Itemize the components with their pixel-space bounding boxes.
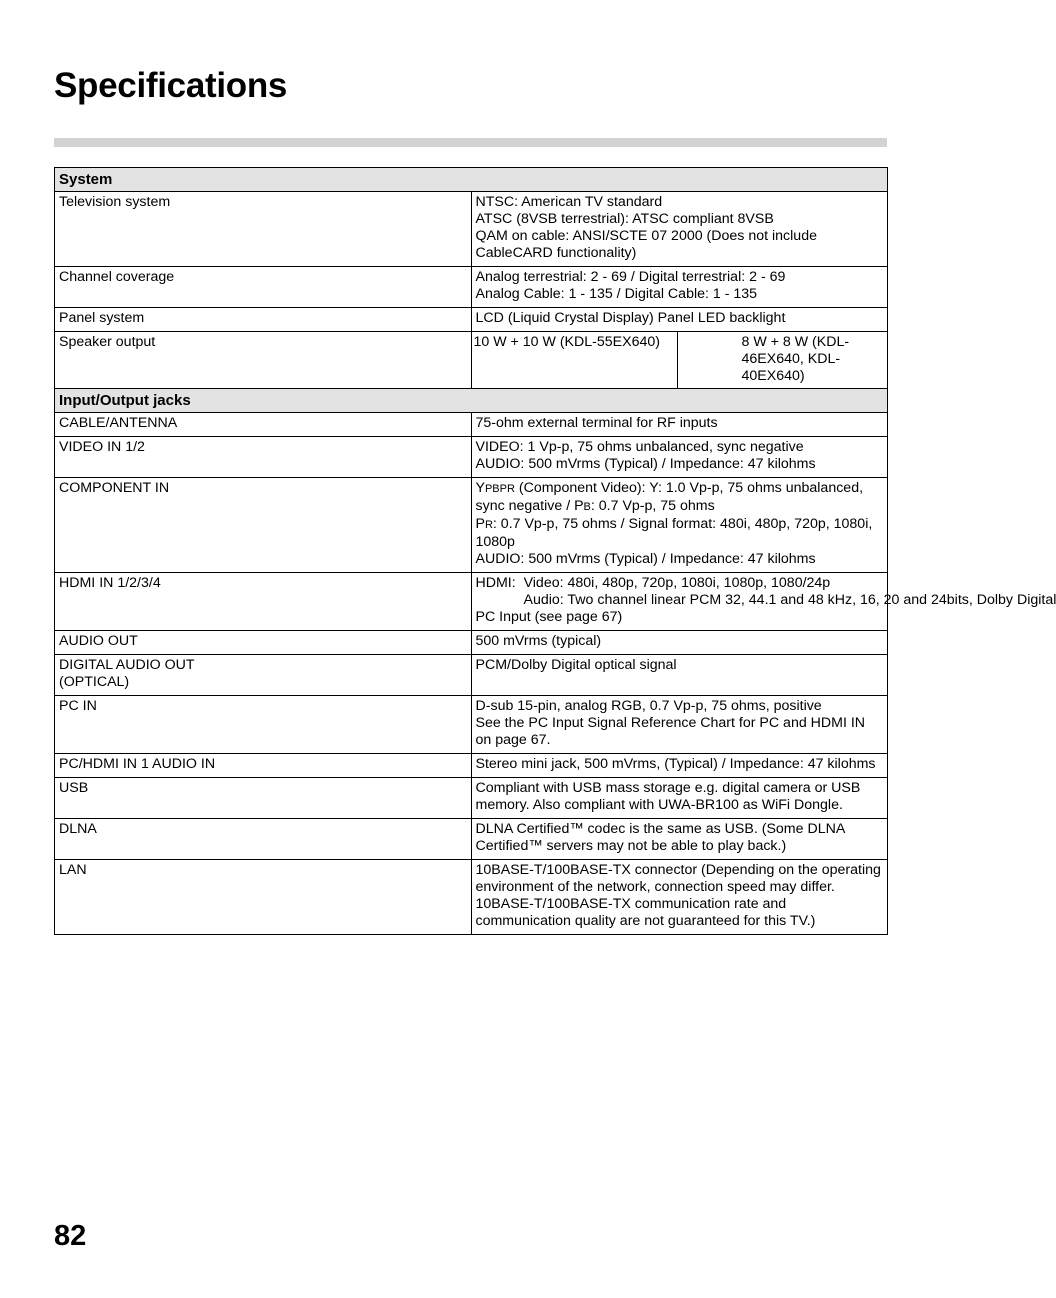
value-line: VIDEO: 1 Vp-p, 75 ohms unbalanced, sync negative xyxy=(475,439,804,455)
section-header-io xyxy=(55,389,888,413)
row-value xyxy=(471,332,888,389)
row-label: Speaker output xyxy=(55,332,472,389)
row-label: HDMI IN 1/2/3/4 xyxy=(55,573,472,631)
row-label: Panel system xyxy=(55,308,472,332)
table-row xyxy=(55,631,888,655)
row-value xyxy=(471,573,1056,631)
value-line: See the PC Input Signal Reference Chart for PC and HDMI IN on page 67. xyxy=(475,715,866,748)
row-label: AUDIO OUT xyxy=(55,631,472,655)
label-line: DIGITAL AUDIO OUT xyxy=(59,657,195,673)
table-row xyxy=(55,754,888,778)
row-value xyxy=(471,192,888,267)
table-row xyxy=(55,573,888,631)
page-title: Specifications xyxy=(54,66,288,105)
table-row xyxy=(55,655,888,696)
value-line: HDMI: Video: 480i, 480p, 720p, 1080i, 1080p, 1080/24p xyxy=(475,575,831,591)
value-fragment: : 0.7 Vp-p, 75 ohms / Signal format: 480i, 480p, 720p, 1080i, 1080p xyxy=(475,516,873,550)
row-value xyxy=(471,696,888,754)
row-value xyxy=(471,631,888,655)
section-header-system xyxy=(55,168,888,192)
row-label: USB xyxy=(55,778,472,819)
row-value xyxy=(471,437,888,478)
row-label: PC/HDMI IN 1 AUDIO IN xyxy=(55,754,472,778)
table-row xyxy=(55,819,888,860)
value-line xyxy=(476,480,885,516)
row-label: Television system xyxy=(55,192,472,267)
row-value: Compliant with USB mass storage e.g. digital camera or USB memory. Also compliant with UWA-BR100 as WiFi Dongle. xyxy=(471,778,888,819)
value-line: LCD (Liquid Crystal Display) Panel LED backlight xyxy=(475,310,786,326)
row-value xyxy=(471,267,888,308)
value-line: AUDIO: 500 mVrms (Typical) / Impedance: 47 kilohms xyxy=(475,456,816,472)
value-fragment: P xyxy=(475,516,485,532)
row-label: Channel coverage xyxy=(55,267,472,308)
row-value xyxy=(471,754,888,778)
row-label: LAN xyxy=(55,860,472,935)
value-line: 500 mVrms (typical) xyxy=(475,633,602,649)
value-line: Analog terrestrial: 2 - 69 / Digital terrestrial: 2 - 69 xyxy=(475,269,786,285)
value-line: PCM/Dolby Digital optical signal xyxy=(475,657,677,673)
title-divider xyxy=(54,138,887,147)
specifications-table xyxy=(54,167,1056,935)
value-fragment: : 0.7 Vp-p, 75 ohms xyxy=(590,498,715,514)
value-line xyxy=(476,516,885,551)
section-title: System xyxy=(55,168,888,192)
row-value xyxy=(471,655,888,696)
table-row xyxy=(55,696,888,754)
value-fragment: B xyxy=(583,501,591,513)
section-title: Input/Output jacks xyxy=(55,389,888,413)
table-row xyxy=(55,413,888,437)
row-label: COMPONENT IN xyxy=(55,478,472,573)
table-row xyxy=(55,437,888,478)
value-line: Stereo mini jack, 500 mVrms, (Typical) / Impedance: 47 kilohms xyxy=(475,756,876,772)
row-value: 10BASE-T/100BASE-TX connector (Depending on the operating environment of the network, connection speed may differ. 10BASE-T/100BASE-TX communication rate and communication quality are not guaranteed for this TV.) xyxy=(471,860,888,935)
table-row xyxy=(55,478,888,573)
row-value: DLNA Certified™ codec is the same as USB. (Some DLNA Certified™ servers may not be able to play back.) xyxy=(471,819,888,860)
table-row xyxy=(55,308,888,332)
page-number: 82 xyxy=(54,1220,87,1252)
row-label xyxy=(55,655,472,696)
value-line: ATSC (8VSB terrestrial): ATSC compliant 8VSB xyxy=(475,211,774,227)
value-line: NTSC: American TV standard xyxy=(475,194,663,210)
label-line: (OPTICAL) xyxy=(59,674,130,690)
value-line: Audio: Two channel linear PCM 32, 44.1 and 48 kHz, 16, 20 and 24bits, Dolby Digital xyxy=(523,592,1056,608)
value-fragment: (Component Video): Y: 1.0 Vp-p, 75 ohms unbalanced, sync negative / P xyxy=(475,480,864,514)
table-row xyxy=(55,267,888,308)
row-value xyxy=(471,478,888,573)
value-line: D-sub 15-pin, analog RGB, 0.7 Vp-p, 75 ohms, positive xyxy=(475,698,822,714)
value-line: Analog Cable: 1 - 135 / Digital Cable: 1 - 135 xyxy=(475,286,758,302)
value-line: PC Input (see page 67) xyxy=(475,609,623,625)
table-row xyxy=(55,332,888,389)
value-line: QAM on cable: ANSI/SCTE 07 2000 (Does not include CableCARD functionality) xyxy=(475,228,817,261)
table-row xyxy=(55,192,888,267)
row-label: VIDEO IN 1/2 xyxy=(55,437,472,478)
speaker-output-55: 10 W + 10 W (KDL-55EX640) xyxy=(472,332,678,388)
value-fragment: R xyxy=(484,519,493,531)
table-row xyxy=(55,778,888,819)
row-value xyxy=(471,308,888,332)
value-fragment: Y xyxy=(475,480,485,496)
speaker-output-46-40: 8 W + 8 W (KDL-46EX640, KDL-40EX640) xyxy=(741,334,850,384)
row-label: PC IN xyxy=(55,696,472,754)
table-row xyxy=(55,860,888,935)
row-label: DLNA xyxy=(55,819,472,860)
row-value xyxy=(471,413,888,437)
value-fragment: PBPR xyxy=(484,483,515,495)
value-line: 75-ohm external terminal for RF inputs xyxy=(475,415,718,431)
row-label: CABLE/ANTENNA xyxy=(55,413,472,437)
value-line: AUDIO: 500 mVrms (Typical) / Impedance: 47 kilohms xyxy=(475,551,816,567)
